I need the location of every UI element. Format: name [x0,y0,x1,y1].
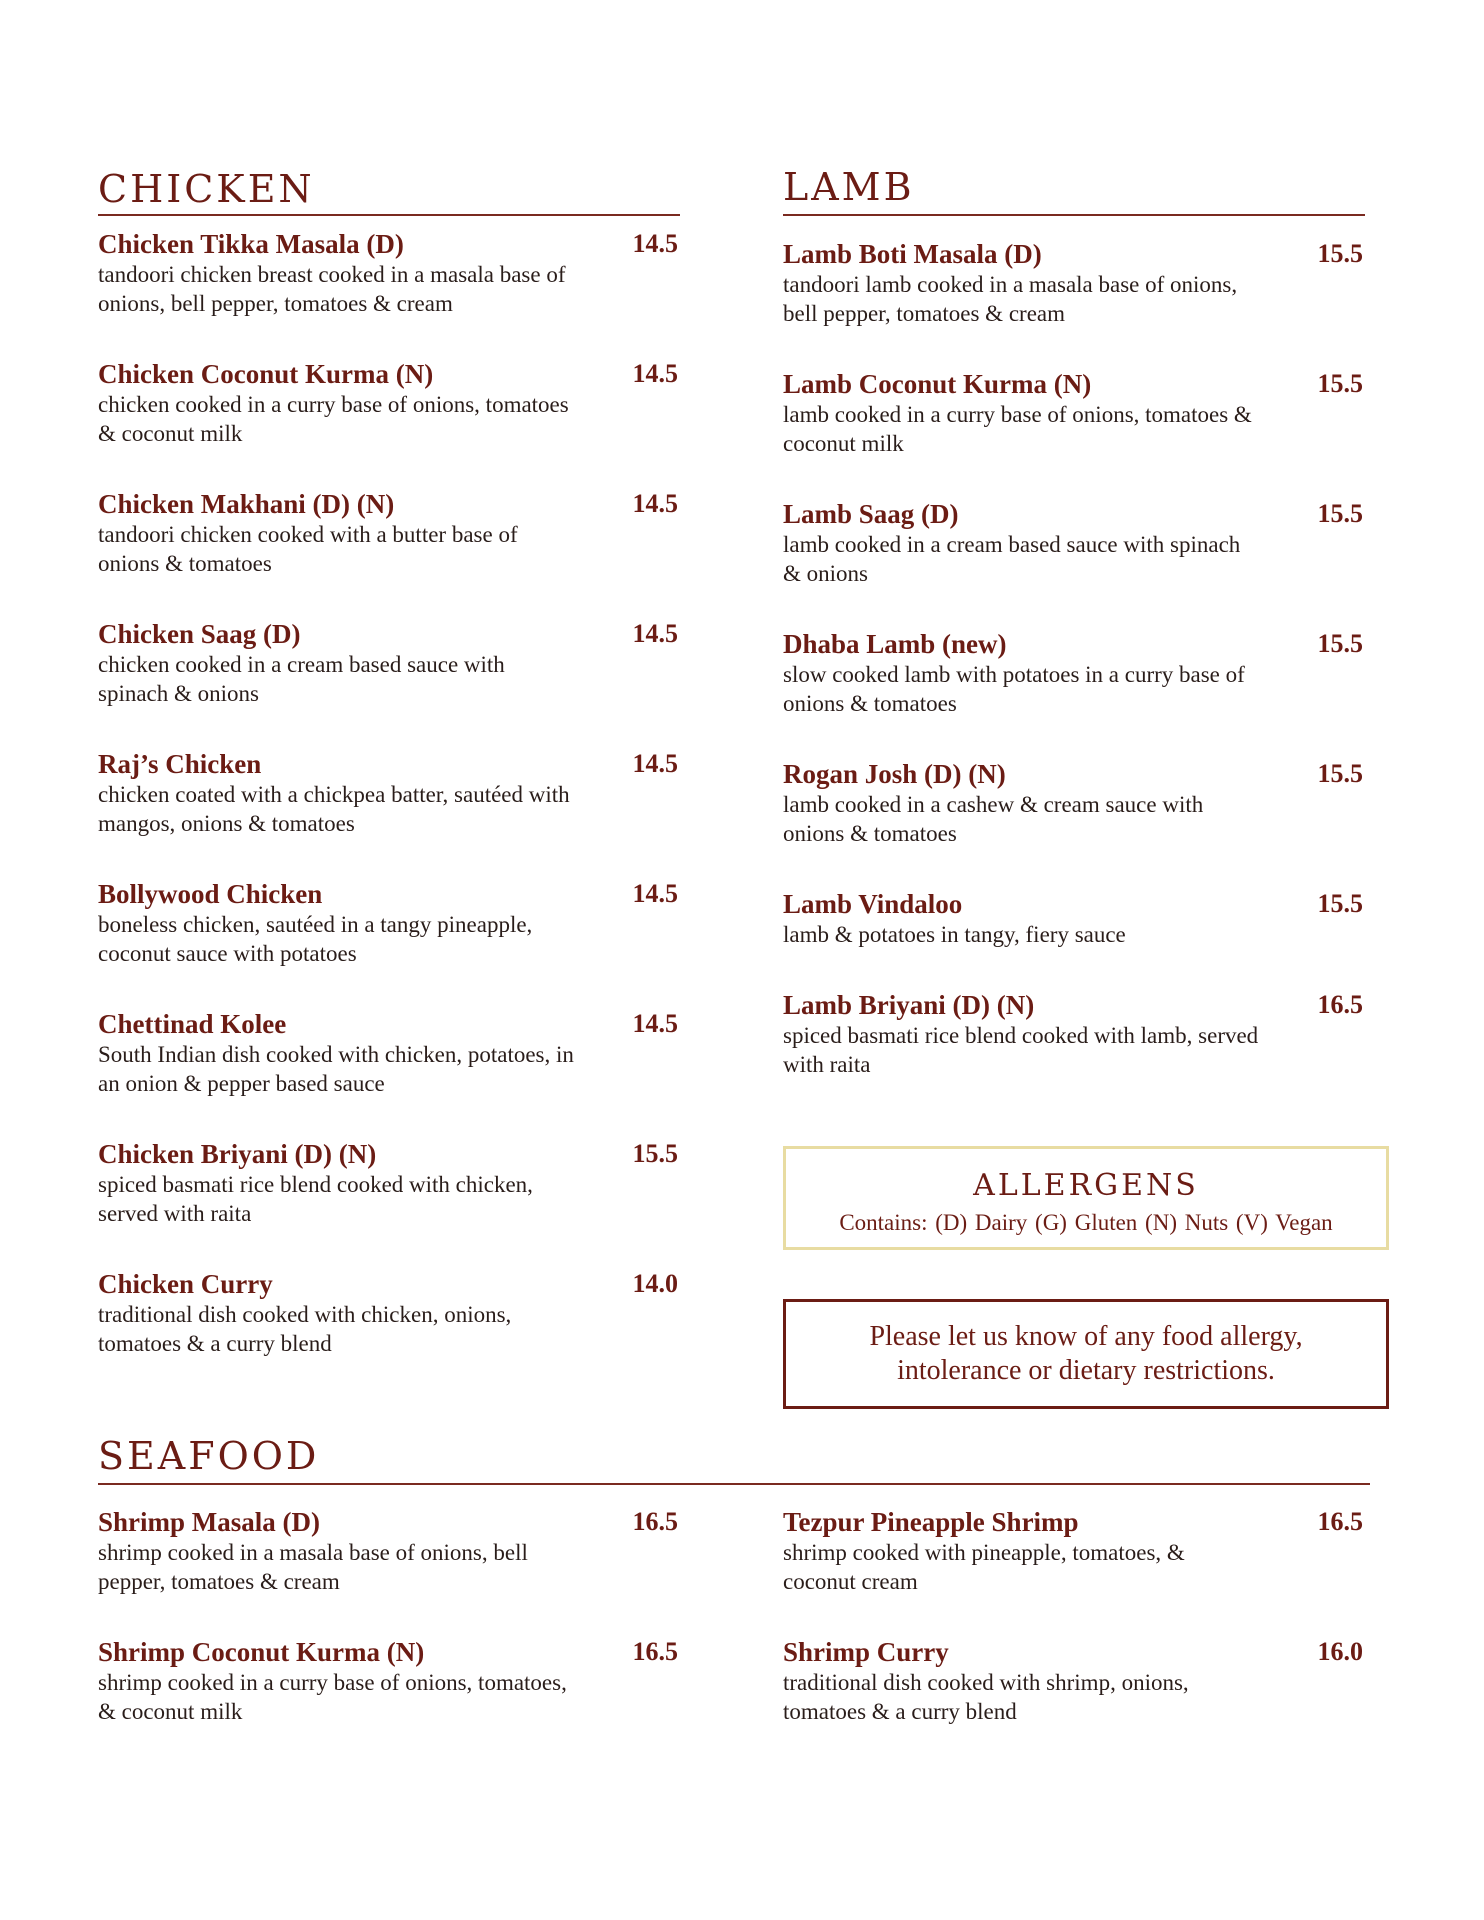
menu-item [98,1268,678,1358]
dish-name: Chicken Makhani (D) (N) [98,489,395,519]
dish-name: Dhaba Lamb (new) [783,629,1007,659]
dish-description: lamb & potatoes in tangy, fiery sauce [783,922,1126,947]
allergens-box [783,1146,1389,1250]
dish-name: Chettinad Kolee [98,1009,287,1039]
dish-description: shrimp cooked with pineapple, tomatoes, & coconut cream [783,1540,1185,1594]
dish-name: Tezpur Pineapple Shrimp [783,1507,1079,1537]
dish-price: 15.5 [632,1139,678,1168]
menu-item [783,238,1363,328]
dish-description: chicken coated with a chickpea batter, sautéed with mangos, onions & tomatoes [98,782,570,836]
dish-name: Shrimp Coconut Kurma (N) [98,1637,425,1667]
dish-price: 15.5 [1317,369,1363,398]
dish-description: chicken cooked in a cream based sauce with spinach & onions [98,652,505,706]
dish-name: Chicken Tikka Masala (D) [98,229,404,259]
menu-item [783,1506,1363,1596]
dish-description: South Indian dish cooked with chicken, potatoes, in an onion & pepper based sauce [98,1042,574,1096]
dish-description: shrimp cooked in a curry base of onions, tomatoes, & coconut milk [98,1670,567,1724]
dish-price: 15.5 [1317,239,1363,268]
menu-item [98,1138,678,1228]
dish-name: Rogan Josh (D) (N) [783,759,1006,789]
dish-name: Shrimp Masala (D) [98,1507,320,1537]
dish-name: Lamb Saag (D) [783,499,959,529]
dish-name: Lamb Coconut Kurma (N) [783,369,1092,399]
menu-item [98,748,678,838]
dish-name: Lamb Vindaloo [783,889,963,919]
dish-price: 14.5 [632,749,678,778]
dish-price: 16.5 [632,1637,678,1666]
menu-item [98,618,678,708]
menu-item [783,498,1363,588]
dietary-notice-text: Please let us know of any food allergy, intolerance or dietary restrictions. [869,1321,1303,1386]
dish-description: lamb cooked in a cashew & cream sauce with onions & tomatoes [783,792,1204,846]
allergens-legend: Contains: (D) Dairy (G) Gluten (N) Nuts (V) Vegan [839,1210,1333,1235]
menu-item [783,1636,1363,1726]
dish-price: 15.5 [1317,759,1363,788]
dish-price: 16.5 [1317,990,1363,1019]
seafood-divider [98,1483,1370,1485]
lamb-section-title: LAMB [783,165,915,209]
dish-name: Chicken Briyani (D) (N) [98,1139,377,1169]
dish-name: Raj’s Chicken [98,749,262,779]
dish-price: 16.0 [1317,1637,1363,1666]
dietary-notice-box [783,1299,1389,1409]
dish-description: slow cooked lamb with potatoes in a curry base of onions & tomatoes [783,662,1245,716]
dish-description: lamb cooked in a cream based sauce with spinach & onions [783,532,1241,586]
dish-price: 14.5 [632,359,678,388]
allergens-title: ALLERGENS [973,1168,1199,1203]
dish-price: 14.0 [632,1269,678,1298]
chicken-divider [98,214,680,216]
dish-price: 14.5 [632,879,678,908]
menu-item [783,628,1363,718]
menu-item [98,488,678,578]
dish-description: tandoori chicken cooked with a butter base of onions & tomatoes [98,522,518,576]
dish-description: traditional dish cooked with shrimp, onions, tomatoes & a curry blend [783,1670,1189,1724]
dish-description: spiced basmati rice blend cooked with lamb, served with raita [783,1023,1259,1077]
dish-price: 14.5 [632,229,678,258]
menu-item [783,888,1363,949]
dish-price: 16.5 [632,1507,678,1536]
dish-price: 14.5 [632,489,678,518]
menu-item [98,228,678,318]
menu-item [98,1008,678,1098]
menu-item [98,358,678,448]
dish-price: 15.5 [1317,629,1363,658]
dish-description: shrimp cooked in a masala base of onions, bell pepper, tomatoes & cream [98,1540,528,1594]
dish-price: 14.5 [632,1009,678,1038]
dish-name: Lamb Boti Masala (D) [783,239,1042,269]
dish-name: Shrimp Curry [783,1637,949,1667]
dish-price: 15.5 [1317,499,1363,528]
dish-price: 16.5 [1317,1507,1363,1536]
dish-description: lamb cooked in a curry base of onions, tomatoes & coconut milk [783,402,1252,456]
dish-price: 14.5 [632,619,678,648]
dish-description: tandoori lamb cooked in a masala base of onions, bell pepper, tomatoes & cream [783,272,1238,326]
dish-name: Bollywood Chicken [98,879,323,909]
menu-item [98,878,678,968]
chicken-section-title: CHICKEN [98,167,315,211]
menu-item [98,1506,678,1596]
dish-description: chicken cooked in a curry base of onions, tomatoes & coconut milk [98,392,569,446]
dish-name: Chicken Curry [98,1269,273,1299]
dish-description: boneless chicken, sautéed in a tangy pineapple, coconut sauce with potatoes [98,912,533,966]
dish-description: traditional dish cooked with chicken, onions, tomatoes & a curry blend [98,1302,512,1356]
menu-item [98,1636,678,1726]
dish-name: Chicken Coconut Kurma (N) [98,359,434,389]
dish-name: Chicken Saag (D) [98,619,301,649]
menu-item [783,989,1363,1079]
menu-item [783,758,1363,848]
dish-description: spiced basmati rice blend cooked with chicken, served with raita [98,1172,533,1226]
menu-item [783,368,1363,458]
seafood-section-title: SEAFOOD [98,1434,320,1478]
dish-name: Lamb Briyani (D) (N) [783,990,1035,1020]
dish-description: tandoori chicken breast cooked in a masala base of onions, bell pepper, tomatoes & cream [98,262,566,316]
dish-price: 15.5 [1317,889,1363,918]
lamb-divider [783,214,1365,216]
